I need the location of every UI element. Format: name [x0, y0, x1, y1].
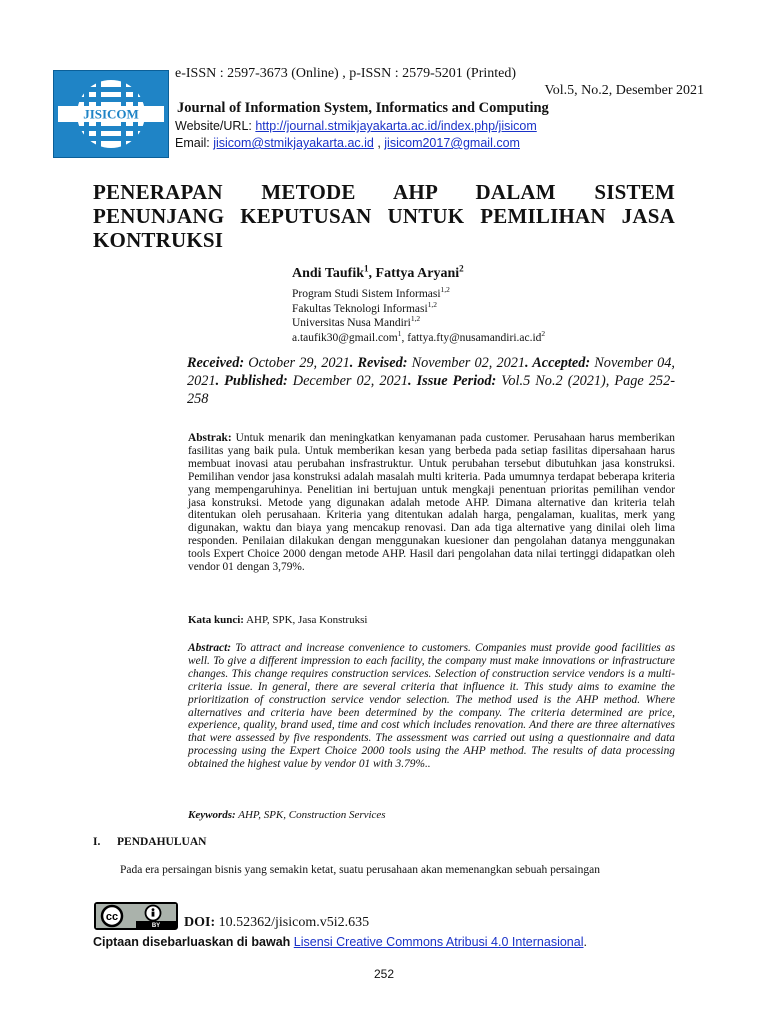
- doi-value: 10.52362/jisicom.v5i2.635: [215, 915, 370, 930]
- cc-text: cc: [105, 911, 119, 923]
- author-1-sup: 1: [364, 263, 369, 274]
- abstract-label: Abstract:: [188, 642, 232, 654]
- issn-line: e-ISSN : 2597-3673 (Online) , p-ISSN : 2579-5201 (Printed): [175, 66, 517, 81]
- title-line-3: KONTRUKSI: [93, 228, 224, 252]
- kata-kunci: [188, 614, 367, 626]
- cc-by-badge[interactable]: [94, 902, 178, 930]
- title-line-1: PENERAPAN METODE AHP DALAM SISTEM: [93, 180, 675, 204]
- license-link[interactable]: Lisensi Creative Commons Atribusi 4.0 Internasional: [293, 935, 584, 949]
- author-emails: a.taufik30@gmail.com$^1$, $fattya.fty@nusamandiri.ac.id^2$: [292, 328, 546, 344]
- kata-kunci-text: AHP, SPK, Jasa Konstruksi: [243, 614, 368, 626]
- doi-label: DOI:: [184, 915, 216, 930]
- section-number: I.: [93, 836, 101, 848]
- intro-paragraph: Pada era persaingan bisnis yang semakin ketat, suatu perusahaan akan memenangkan sebuah persaingan: [120, 864, 600, 876]
- doi-line: [184, 915, 369, 931]
- email-line: [175, 136, 520, 150]
- page-number: 252: [373, 967, 395, 981]
- logo-text: JISICOM: [83, 106, 139, 122]
- section-title: PENDAHULUAN: [117, 836, 207, 848]
- by-text: BY: [151, 923, 161, 928]
- affiliation-line: Universitas Nusa Mandiri$^{1,2}$: [292, 314, 421, 330]
- email-link-2[interactable]: jisicom2017@gmail.com: [384, 136, 520, 150]
- email-separator: ,: [373, 136, 385, 150]
- affiliation-line: Fakultas Teknologi Informasi$^{1,2}$: [292, 299, 438, 315]
- keywords-text: AHP, SPK, Construction Services: [235, 809, 386, 821]
- author-1: Andi Taufik: [292, 266, 364, 281]
- license-line: Ciptaan disebarluaskan di bawah Lisensi Creative Commons Atribusi 4.0 Internasional.: [93, 935, 587, 949]
- author-email-1: a.taufik30@gmail.com: [292, 331, 398, 344]
- abstrak-label: Abstrak:: [188, 432, 232, 444]
- author-2: Fattya Aryani: [375, 266, 460, 281]
- website-line: [175, 119, 537, 133]
- email-link-1[interactable]: jisicom@stmikjayakarta.ac.id: [213, 136, 374, 150]
- abstract-english: [188, 642, 675, 771]
- keywords-label: Keywords:: [188, 809, 236, 821]
- journal-name: Journal of Information System, Informatics and Computing: [177, 100, 549, 116]
- author-email-2: fattya.fty@nusamandiri.ac.id: [407, 331, 542, 344]
- section-heading: [93, 836, 206, 848]
- abstrak-text: Untuk menarik dan meningkatkan kenyamanan pada customer. Perusahaan harus memberikan fasilitas yang baik pula. Untuk memberikan kesan yang berbeda pada setiap fasilitas dipersahaan harus membuat inovasi atau perubahan insfrastruktur. Untuk perubahan tersebut dibutuhkan jasa konstruksi. Pemilihan vendor jasa konstruksi adalah masalah multi kriteria. Pada umumnya terdapat beberapa kriteria yang mempengaruhinya. Penelitian ini bertujuan untuk mengkaji penentuan prioritas pemilihan vendor jasa konstruksi. Metode yang digunakan adalah metode AHP. Dimana alternative dan kriteria telah ditentukan oleh perusahaan. Kriteria yang ditentukan adalah harga, pengalaman, kualitas, merk yang digunakan, waktu dan biaya yang mencakup renovasi. Dan ada tiga alternative yang dinilai oleh lima responden. Penilaian dilakukan dengan menggunakan kuesioner dan pengolahan datanya menggunakan tools Expert Choice 2000 dengan metode AHP. Hasil dari pengolahan data nilai tertinggi didapatkan oleh vendor 01 dengan 3,79%.: [188, 432, 675, 574]
- paper-title: [93, 180, 675, 252]
- website-link[interactable]: http://journal.stmikjayakarta.ac.id/index.php/jisicom: [255, 119, 537, 133]
- abstract-text: To attract and increase convenience to customers. Companies must provide good facilities as well. To give a different impression to each facility, the company must make innovations or infrastructure changes. This change requires construction services. Selection of construction service vendors is a multi-criteria issue. In general, there are several criteria that influence it. This study aims to examine the prioritization of construction service vendor selection. The method used is the AHP method. Where alternatives and criteria have been determined by the company. The criteria determined are price, experience, quality, brand used, time and cost which includes renovation. And there are three alternatives that were assessed by five respondents. The assessment was carried out using a questionnaire and data processing using the Expert Choice 2000 tools using the AHP method. The results of data processing obtained the highest value by vendor 01 with 3.79%..: [188, 642, 675, 771]
- journal-logo: [53, 70, 169, 158]
- globe-logo-icon: [54, 71, 168, 157]
- email-label: Email:: [175, 136, 214, 150]
- abstract-indonesian: [188, 432, 675, 574]
- license-prefix: Ciptaan disebarluaskan di bawah: [93, 935, 294, 949]
- keywords: [188, 809, 386, 821]
- affiliations: [292, 287, 545, 345]
- author-2-sup: 2: [459, 263, 464, 274]
- article-dates: Received: October 29, 2021. Revised: November 02, 2021. Accepted: November 04, 2021. Published: December 02, 2021. Issue Period: Vol.5 No.2 (2021), Page 252-258: [187, 355, 675, 407]
- author-separator: ,: [368, 266, 376, 281]
- volume-issue: Vol.5, No.2, Desember 2021: [544, 83, 704, 98]
- title-line-2: PENUNJANG KEPUTUSAN UNTUK PEMILIHAN JASA: [93, 204, 675, 228]
- website-label: Website/URL:: [175, 119, 256, 133]
- kata-kunci-label: Kata kunci:: [188, 614, 244, 626]
- author-names: [292, 263, 464, 282]
- affiliation-line: Program Studi Sistem Informasi$^{1,2}$: [292, 285, 450, 300]
- creative-commons-icon: [96, 904, 176, 928]
